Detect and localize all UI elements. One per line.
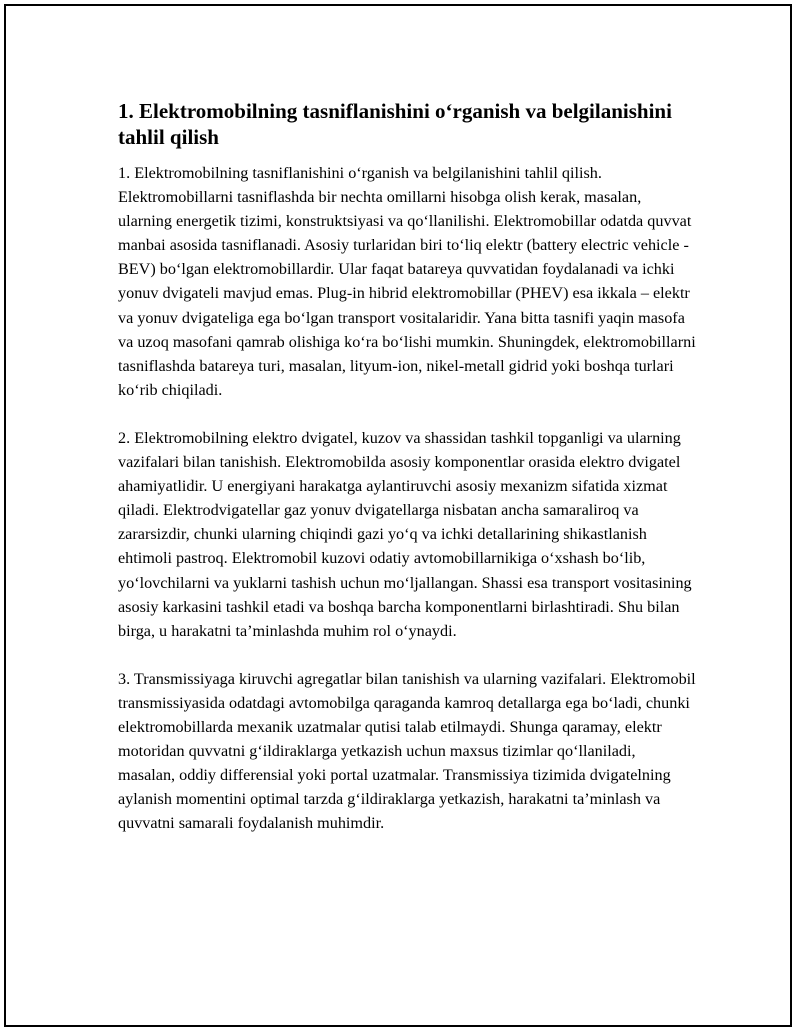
document-title: 1. Elektromobilning tasniflanishini o‘rganish va belgilanishini tahlil qilish — [118, 99, 672, 149]
paragraph-1: 1. Elektromobilning tasniflanishini o‘rganish va belgilanishini tahlil qilish. Elektromobillarni tasniflashda bir nechta omillarni hisobga olish kerak, masalan, ularning energetik tizimi, konstruktsiyasi va qo‘llanilishi. Elektromobillar odatda quvvat manbai asosida tasniflanadi. Asosiy turlaridan biri to‘liq elektr (battery electric vehicle - BEV) bo‘lgan elektromobillardir. Ular faqat batareya quvvatidan foydalanadi va ichki yonuv dvigateli mavjud emas. Plug-in hibrid elektromobillar (PHEV) esa ikkala – elektr va yonuv dvigateliga ega bo‘lgan transport vositalaridir. Yana bitta tasnifi yaqin masofa va uzoq masofani qamrab olishiga ko‘ra bo‘lishi mumkin. Shuningdek, elektromobillarni tasniflashda batareya turi, masalan, lityum-ion, nikel-metall gidrid yoki boshqa turlari ko‘rib chiqiladi. — [118, 164, 696, 399]
document-page — [4, 4, 792, 1027]
paragraph-3: 3. Transmissiyaga kiruvchi agregatlar bilan tanishish va ularning vazifalari. Elektromobil transmissiyasida odatdagi avtomobilga qaraganda kamroq detallarga ega bo‘ladi, chunki elektromobillarda mexanik uzatmalar qutisi talab etilmaydi. Shunga qaramay, elektr motoridan quvvatni g‘ildiraklarga yetkazish uchun maxsus tizimlar qo‘llaniladi, masalan, oddiy differensial yoki portal uzatmalar. Transmissiya tizimida dvigatelning aylanish momentini optimal tarzda g‘ildiraklarga yetkazish, harakatni ta’minlash va quvvatni samarali foydalanish muhimdir. — [118, 669, 696, 833]
document-content — [118, 98, 696, 859]
paragraph-2: 2. Elektromobilning elektro dvigatel, kuzov va shassidan tashkil topganligi va ularning vazifalari bilan tanishish. Elektromobilda asosiy komponentlar orasida elektro dvigatel ahamiyatlidir. U energiyani harakatga aylantiruvchi asosiy mexanizm sifatida xizmat qiladi. Elektrodvigatellar gaz yonuv dvigatellarga nisbatan ancha samaraliroq va zararsizdir, chunki ularning chiqindi gazi yo‘q va ichki detallarining shikastlanish ehtimoli pastroq. Elektromobil kuzovi odatiy avtomobillarnikiga o‘xshash bo‘lib, yo‘lovchilarni va yuklarni tashish uchun mo‘ljallangan. Shassi esa transport vositasining asosiy karkasini tashkil etadi va boshqa barcha komponentlarni birlashtiradi. Shu bilan birga, u harakatni ta’minlashda muhim rol o‘ynaydi. — [118, 428, 692, 640]
